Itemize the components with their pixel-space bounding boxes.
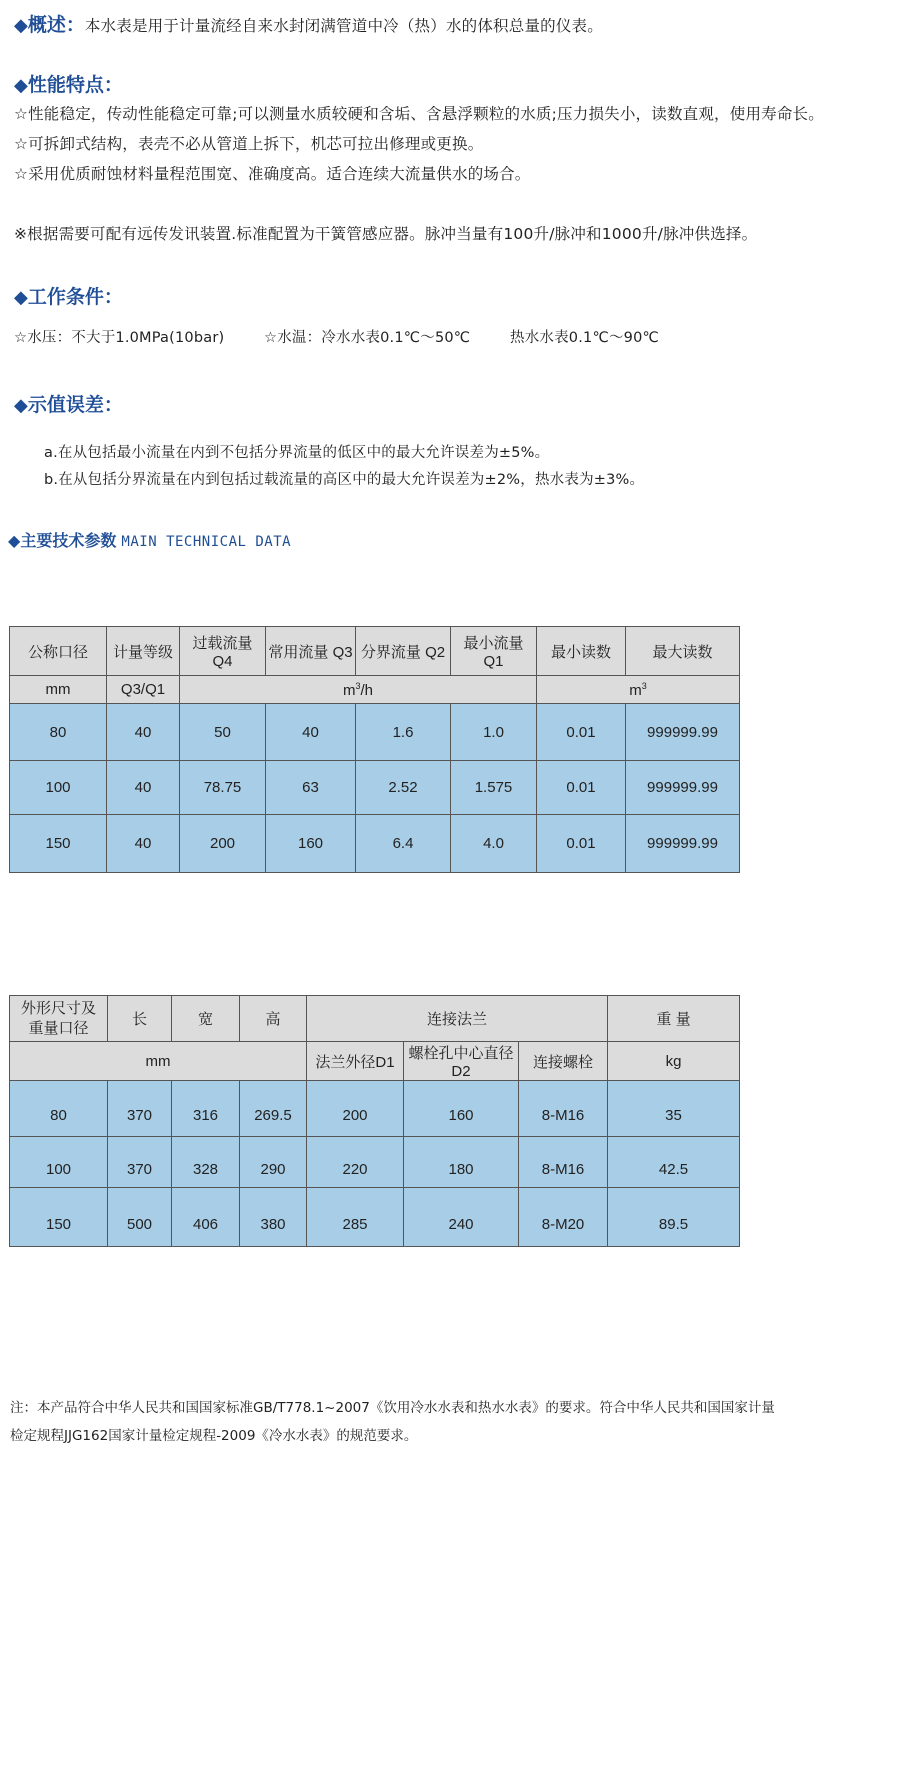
tech-heading bbox=[8, 528, 291, 551]
table-cell: 160 bbox=[404, 1081, 519, 1137]
footnote-line: 注：本产品符合中华人民共和国国家标准GB/T778.1~2007《饮用冷水水表和热水水表》的要求。符合中华人民共和国国家计量 bbox=[10, 1400, 775, 1416]
header-cell: 计量等级 bbox=[107, 627, 180, 676]
remote-note: ※根据需要可配有远传发讯装置.标准配置为干簧管感应器。脉冲当量有100升/脉冲和1000升/脉冲供选择。 bbox=[14, 225, 758, 243]
feature-item: ☆可拆卸式结构，表壳不必从管道上拆下，机芯可拉出修理或更换。 bbox=[14, 135, 484, 153]
table-cell: 220 bbox=[307, 1137, 404, 1188]
feature-item: ☆性能稳定，传动性能稳定可靠;可以测量水质较硬和含垢、含悬浮颗粒的水质;压力损失小，读数直观，使用寿命长。 bbox=[14, 105, 824, 123]
unit-cell: 螺栓孔中心直径D2 bbox=[404, 1042, 519, 1081]
table-cell: 328 bbox=[172, 1137, 240, 1188]
header-cell: 最大读数 bbox=[626, 627, 740, 676]
conditions-heading bbox=[14, 282, 123, 309]
table-cell: 63 bbox=[266, 761, 356, 815]
table-cell: 0.01 bbox=[537, 815, 626, 873]
error-item: b.在从包括分界流量在内到包括过载流量的高区中的最大允许误差为±2%，热水表为±3%。 bbox=[44, 472, 645, 488]
table-cell: 8-M16 bbox=[519, 1137, 608, 1188]
unit-text: m bbox=[629, 681, 642, 699]
unit-sup: 3 bbox=[355, 680, 361, 691]
table-cell: 150 bbox=[10, 1188, 108, 1247]
table-cell: 370 bbox=[108, 1081, 172, 1137]
table-cell: 40 bbox=[107, 815, 180, 873]
feature-item: ☆采用优质耐蚀材料量程范围宽、准确度高。适合连续大流量供水的场合。 bbox=[14, 165, 531, 183]
pressure-condition: ☆水压：不大于1.0MPa(10bar) bbox=[14, 330, 225, 346]
table-row bbox=[10, 1188, 740, 1247]
header-text: 外形尺寸及 bbox=[20, 999, 96, 1017]
table-cell: 0.01 bbox=[537, 704, 626, 761]
table-cell: 80 bbox=[10, 1081, 108, 1137]
table-cell: 100 bbox=[10, 761, 107, 815]
table-cell: 240 bbox=[404, 1188, 519, 1247]
header-cell: 重 量 bbox=[608, 996, 740, 1042]
unit-text: m bbox=[342, 681, 356, 699]
spec-table bbox=[9, 626, 740, 873]
header-cell: 公称口径 bbox=[10, 627, 107, 676]
table-cell: 1.6 bbox=[356, 704, 451, 761]
diamond-icon: ◆ bbox=[14, 75, 28, 96]
table-cell: 35 bbox=[608, 1081, 740, 1137]
unit-cell: kg bbox=[608, 1042, 740, 1081]
conditions-title: 工作条件： bbox=[27, 286, 123, 308]
table-cell: 406 bbox=[172, 1188, 240, 1247]
header-cell: 长 bbox=[108, 996, 172, 1042]
header-cell: 最小流量 Q1 bbox=[451, 627, 537, 676]
table-row bbox=[10, 815, 740, 873]
table-cell: 80 bbox=[10, 704, 107, 761]
table-cell: 269.5 bbox=[240, 1081, 307, 1137]
dimensions-table bbox=[9, 995, 740, 1247]
error-item: a.在从包括最小流量在内到不包括分界流量的低区中的最大允许误差为±5%。 bbox=[44, 445, 550, 461]
header-cell: 最小读数 bbox=[537, 627, 626, 676]
table-row bbox=[10, 761, 740, 815]
table-cell: 8-M20 bbox=[519, 1188, 608, 1247]
header-cell: 常用流量 Q3 bbox=[266, 627, 356, 676]
header-text: 重量口径 bbox=[28, 1019, 89, 1037]
header-cell: 过载流量 Q4 bbox=[180, 627, 266, 676]
table-cell: 380 bbox=[240, 1188, 307, 1247]
table-cell: 180 bbox=[404, 1137, 519, 1188]
table-cell: 2.52 bbox=[356, 761, 451, 815]
header-cell: 连接法兰 bbox=[307, 996, 608, 1042]
table-cell: 42.5 bbox=[608, 1137, 740, 1188]
table-cell: 89.5 bbox=[608, 1188, 740, 1247]
overview-text: 本水表是用于计量流经自来水封闭满管道中冷（热）水的体积总量的仪表。 bbox=[84, 17, 603, 35]
table-cell: 0.01 bbox=[537, 761, 626, 815]
error-title: 示值误差： bbox=[27, 394, 123, 416]
table-cell: 78.75 bbox=[180, 761, 266, 815]
reading-unit-cell bbox=[537, 676, 740, 704]
features-title: 性能特点： bbox=[27, 74, 123, 96]
table-row bbox=[10, 704, 740, 761]
header-row bbox=[10, 627, 740, 676]
table-cell: 200 bbox=[307, 1081, 404, 1137]
features-heading bbox=[14, 70, 123, 97]
table-cell: 999999.99 bbox=[626, 761, 740, 815]
table-cell: 150 bbox=[10, 815, 107, 873]
table-cell: 200 bbox=[180, 815, 266, 873]
table-row bbox=[10, 1081, 740, 1137]
table-cell: 290 bbox=[240, 1137, 307, 1188]
table-cell: 160 bbox=[266, 815, 356, 873]
table-cell: 1.0 bbox=[451, 704, 537, 761]
diamond-icon: ◆ bbox=[14, 287, 28, 308]
table-cell: 100 bbox=[10, 1137, 108, 1188]
unit-row bbox=[10, 676, 740, 704]
unit-cell: Q3/Q1 bbox=[107, 676, 180, 704]
unit-cell: mm bbox=[10, 1042, 307, 1081]
table-cell: 8-M16 bbox=[519, 1081, 608, 1137]
dims-header-cell bbox=[10, 996, 108, 1042]
table-cell: 285 bbox=[307, 1188, 404, 1247]
hot-temp-condition: 热水水表0.1℃～90℃ bbox=[510, 330, 659, 346]
table-cell: 40 bbox=[107, 704, 180, 761]
header-row bbox=[10, 996, 740, 1042]
header-cell: 宽 bbox=[172, 996, 240, 1042]
tech-title-en: MAIN TECHNICAL DATA bbox=[121, 534, 292, 550]
unit-cell: 法兰外径D1 bbox=[307, 1042, 404, 1081]
table-cell: 4.0 bbox=[451, 815, 537, 873]
footnote bbox=[10, 1394, 775, 1450]
unit-row bbox=[10, 1042, 740, 1081]
unit-cell: mm bbox=[10, 676, 107, 704]
table-cell: 40 bbox=[107, 761, 180, 815]
table-cell: 316 bbox=[172, 1081, 240, 1137]
unit-sup: 3 bbox=[641, 680, 647, 691]
table-cell: 40 bbox=[266, 704, 356, 761]
tech-title: 主要技术参数 bbox=[20, 531, 117, 550]
header-cell: 分界流量 Q2 bbox=[356, 627, 451, 676]
table-cell: 50 bbox=[180, 704, 266, 761]
cold-temp-condition: ☆水温：冷水水表0.1℃～50℃ bbox=[264, 330, 471, 346]
overview-title: 概述： bbox=[27, 14, 85, 36]
table-cell: 999999.99 bbox=[626, 815, 740, 873]
table-cell: 500 bbox=[108, 1188, 172, 1247]
unit-text: /h bbox=[360, 681, 374, 699]
table-cell: 6.4 bbox=[356, 815, 451, 873]
table-cell: 1.575 bbox=[451, 761, 537, 815]
unit-cell: 连接螺栓 bbox=[519, 1042, 608, 1081]
table-cell: 370 bbox=[108, 1137, 172, 1188]
flow-unit-cell bbox=[180, 676, 537, 704]
overview-section bbox=[14, 10, 603, 37]
diamond-icon: ◆ bbox=[8, 531, 21, 550]
footnote-line: 检定规程JJG162国家计量检定规程-2009《冷水水表》的规范要求。 bbox=[10, 1428, 418, 1444]
table-cell: 999999.99 bbox=[626, 704, 740, 761]
table-row bbox=[10, 1137, 740, 1188]
diamond-icon: ◆ bbox=[14, 395, 28, 416]
error-heading bbox=[14, 390, 123, 417]
diamond-icon: ◆ bbox=[14, 15, 28, 36]
header-cell: 高 bbox=[240, 996, 307, 1042]
